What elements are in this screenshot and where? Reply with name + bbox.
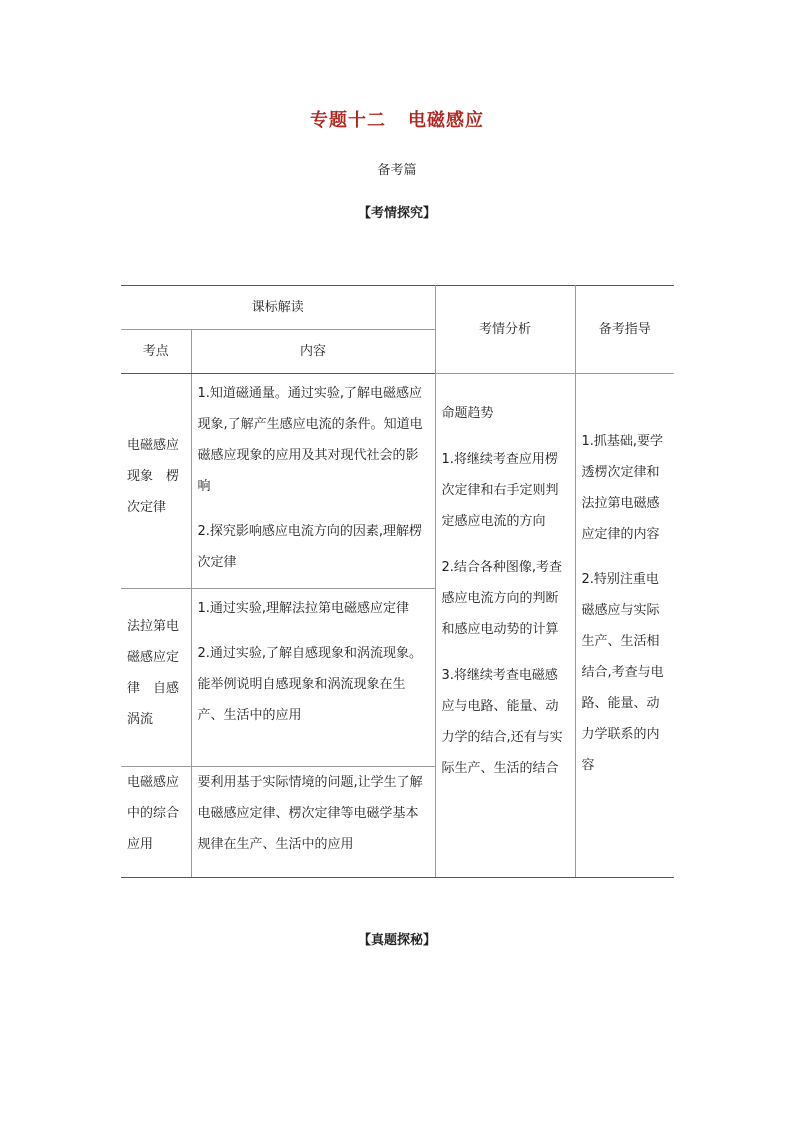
row1-content-item-1: 1.知道磁通量。通过实验,了解电磁感应现象,了解产生感应电流的条件。知道电磁感应现象的应用及其对现代社会的影响	[197, 386, 423, 494]
header-content: 内容	[191, 330, 435, 374]
header-guide: 备考指导	[575, 286, 674, 374]
guide-item-2: 2.特别注重电磁感应与实际生产、生活相结合,考查与电路、能量、动力学联系的内容	[581, 572, 664, 773]
curriculum-table	[121, 285, 674, 878]
row3-point: 电磁感应中的综合应用	[121, 767, 191, 878]
row3-content	[191, 767, 435, 878]
analysis-item-2: 2.结合各种图像,考查感应电流方向的判断和感应电动势的计算	[441, 560, 563, 637]
row2-content-item-2: 2.通过实验,了解自感现象和涡流现象。能举例说明自感现象和涡流现象在生产、生活中的应用	[197, 646, 423, 723]
row1-content-item-2: 2.探究影响感应电流方向的因素,理解楞次定律	[197, 524, 423, 570]
header-curriculum: 课标解读	[121, 286, 435, 330]
guide-item-1: 1.抓基础,要学透楞次定律和法拉第电磁感应定律的内容	[581, 434, 664, 542]
row1-point: 电磁感应现象 楞次定律	[121, 374, 191, 589]
section-heading-exploration: 【考情探究】	[357, 206, 436, 221]
title-topic-name: 电磁感应	[408, 110, 484, 131]
header-analysis: 考情分析	[435, 286, 575, 374]
row2-content-item-1: 1.通过实验,理解法拉第电磁感应定律	[197, 601, 410, 616]
row2-point: 法拉第电磁感应定律 自感涡流	[121, 589, 191, 767]
row3-content-item-1: 要利用基于实际情境的问题,让学生了解电磁感应定律、楞次定律等电磁学基本规律在生产、生活中的应用	[197, 775, 423, 852]
analysis-item-3: 3.将继续考查电磁感应与电路、能量、动力学的结合,还有与实际生产、生活的结合	[441, 668, 563, 776]
analysis-item-1: 1.将继续考查应用楞次定律和右手定则判定感应电流的方向	[441, 452, 559, 529]
section-heading-exam: 【真题探秘】	[357, 933, 436, 948]
analysis-cell	[435, 374, 575, 878]
analysis-heading: 命题趋势	[441, 406, 494, 421]
subtitle: 备考篇	[377, 163, 417, 178]
row1-content	[191, 374, 435, 589]
row2-content	[191, 589, 435, 767]
header-point: 考点	[121, 330, 191, 374]
guide-cell	[575, 374, 674, 878]
page-title	[0, 106, 794, 132]
title-topic-number: 专题十二	[310, 110, 386, 131]
